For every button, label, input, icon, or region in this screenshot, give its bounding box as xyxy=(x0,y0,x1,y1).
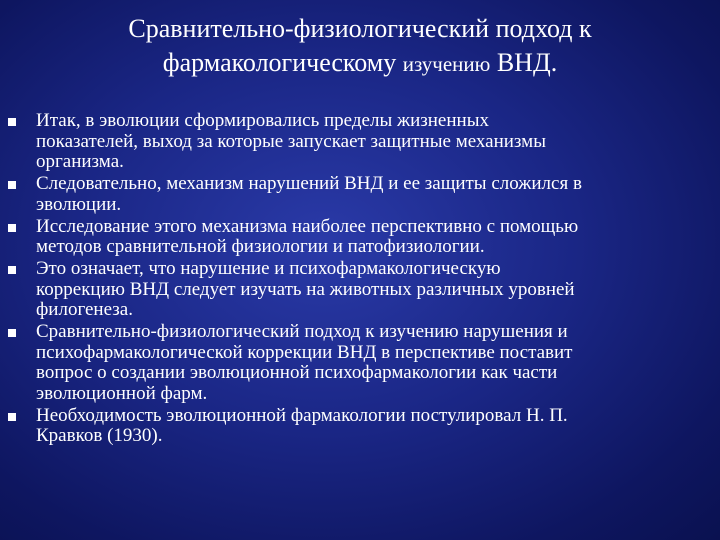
bullet-line: филогенеза. xyxy=(36,299,133,320)
bullet-line: Итак, в эволюции сформировались пределы жизненных xyxy=(36,110,489,131)
bullet-line: показателей, выход за которые запускает защитные механизмы xyxy=(36,130,546,152)
bullet-line: Исследование этого механизма наиболее перспективно с помощью xyxy=(36,215,579,237)
bullet-item xyxy=(8,406,708,447)
bullet-item xyxy=(8,322,708,404)
bullet-item xyxy=(8,259,708,321)
bullet-line: эволюции. xyxy=(36,193,122,215)
bullet-line: Это означает, что нарушение и психофармакологическую xyxy=(36,258,501,279)
bullet-line: эволюционной фарм. xyxy=(36,382,208,404)
bullet-line: Необходимость эволюционной фармакологии постулировал Н. П. xyxy=(36,404,568,426)
title-line-2-small: изучению xyxy=(402,52,491,76)
bullet-line: психофармакологической коррекции ВНД в перспективе поставит xyxy=(36,341,573,363)
title-line-2-end: ВНД. xyxy=(496,48,558,77)
slide-title xyxy=(60,12,660,81)
bullet-line: Следовательно, механизм нарушений ВНД и ее защиты сложился в xyxy=(36,173,582,194)
square-bullet-icon xyxy=(8,329,16,337)
square-bullet-icon xyxy=(8,224,16,232)
square-bullet-icon xyxy=(8,181,16,189)
bullet-item xyxy=(8,174,708,215)
bullet-line: методов сравнительной физиологии и патофизиологии. xyxy=(36,236,485,257)
square-bullet-icon xyxy=(8,413,16,421)
bullet-line: Сравнительно-физиологический подход к изучению нарушения и xyxy=(36,321,568,342)
title-line-1: Сравнительно-физиологический подход к xyxy=(128,14,592,43)
title-line-2 xyxy=(60,46,660,81)
bullet-line: коррекцию ВНД следует изучать на животных различных уровней xyxy=(36,278,575,300)
bullet-line: организма. xyxy=(36,151,124,172)
bullet-line: Кравков (1930). xyxy=(36,425,163,446)
bullet-item xyxy=(8,217,708,258)
square-bullet-icon xyxy=(8,118,16,126)
bullet-line: вопрос о создании эволюционной психофармакологии как части xyxy=(36,362,558,383)
bullet-list xyxy=(8,111,708,448)
bullet-item xyxy=(8,111,708,173)
square-bullet-icon xyxy=(8,266,16,274)
title-line-2-main: фармакологическому xyxy=(162,48,397,77)
